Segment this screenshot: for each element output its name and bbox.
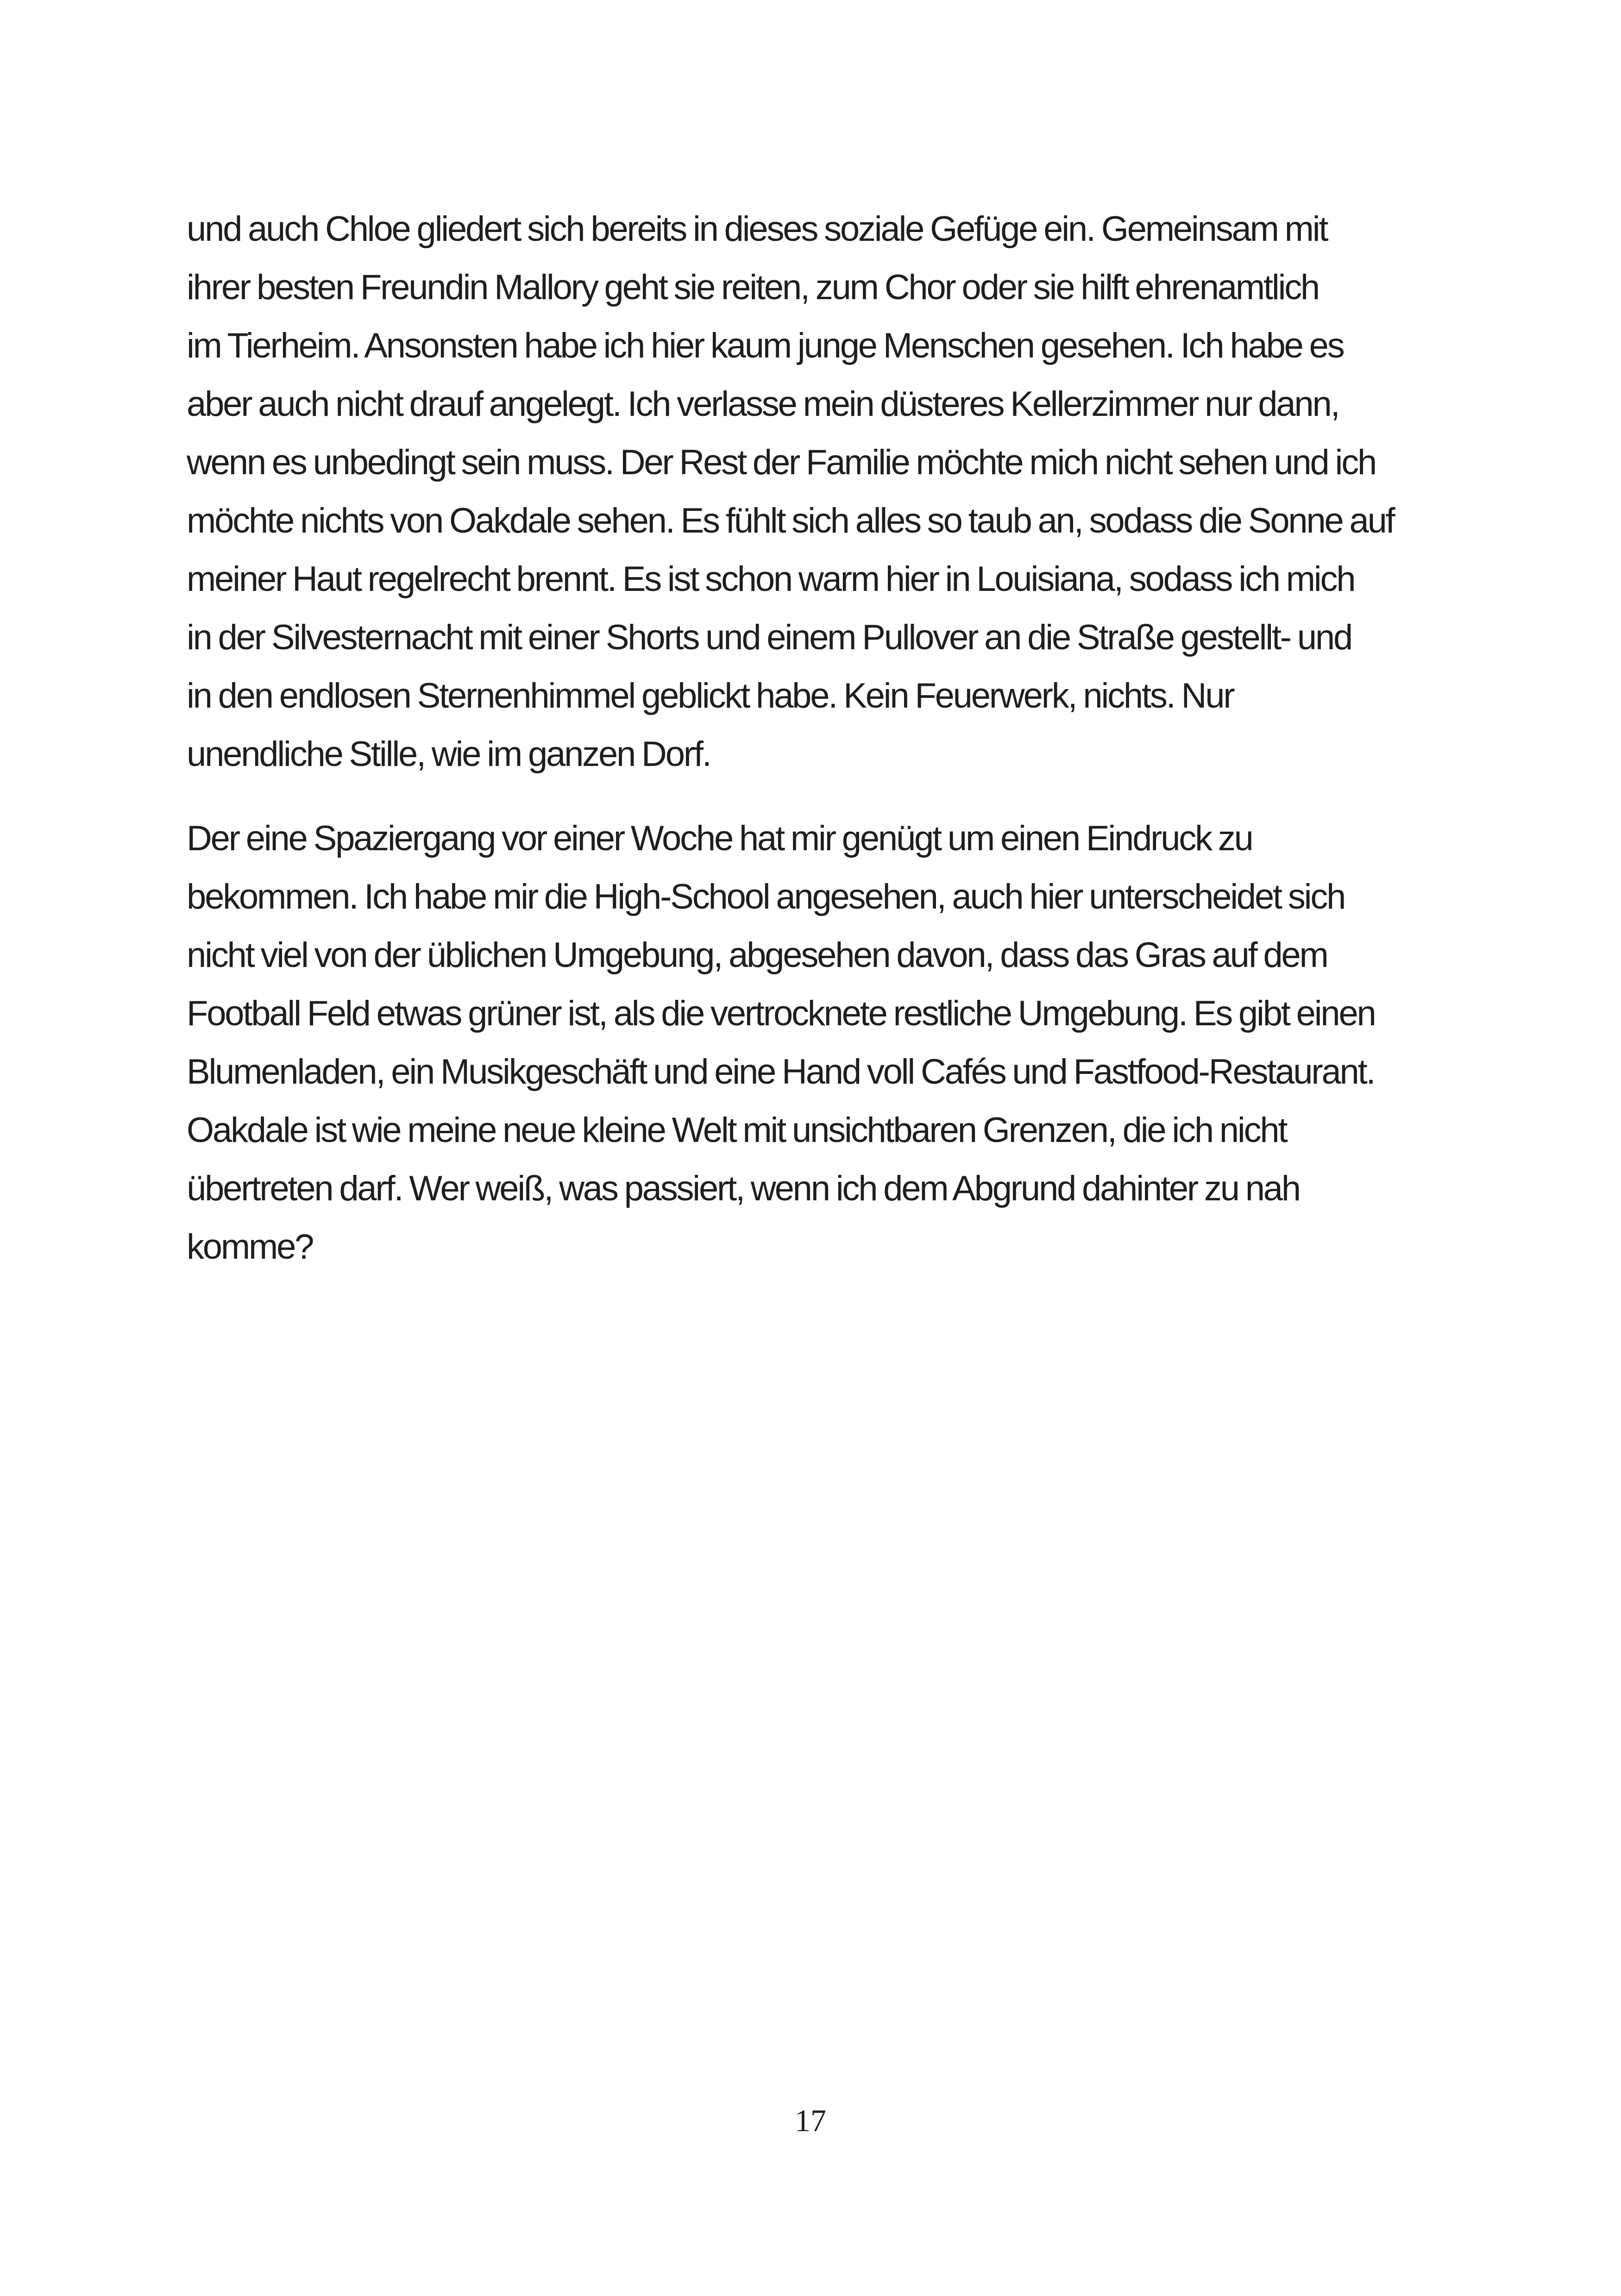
paragraph-1: [187, 200, 1456, 784]
text-line: und auch Chloe gliedert sich bereits in dieses soziale Gefüge ein. Gemeinsam mit: [187, 209, 1327, 249]
text-line: übertreten darf. Wer weiß, was passiert, wenn ich dem Abgrund dahinter zu nah: [187, 1169, 1300, 1208]
paragraph-spacer: [187, 784, 1456, 809]
text-line: ihrer besten Freundin Mallory geht sie reiten, zum Chor oder sie hilft ehrenamtlich: [187, 268, 1319, 307]
text-line: meiner Haut regelrecht brennt. Es ist schon warm hier in Louisiana, sodass ich mich: [187, 559, 1355, 599]
text-line: komme?: [187, 1227, 313, 1267]
paragraph-2: [187, 809, 1456, 1276]
text-line: möchte nichts von Oakdale sehen. Es fühlt sich alles so taub an, sodass die Sonne auf: [187, 501, 1394, 540]
text-line: unendliche Stille, wie im ganzen Dorf.: [187, 734, 710, 774]
text-line: in der Silvesternacht mit einer Shorts und einem Pullover an die Straße gestellt- und: [187, 618, 1352, 657]
text-line: nicht viel von der üblichen Umgebung, abgesehen davon, dass das Gras auf dem: [187, 935, 1327, 975]
text-line: Blumenladen, ein Musikgeschäft und eine Hand voll Cafés und Fastfood-Restaurant.: [187, 1052, 1375, 1092]
text-line: Football Feld etwas grüner ist, als die vertrocknete restliche Umgebung. Es gibt einen: [187, 994, 1375, 1033]
page-number: 17: [795, 2103, 826, 2138]
text-line: wenn es unbedingt sein muss. Der Rest der Familie möchte mich nicht sehen und ich: [187, 443, 1376, 482]
text-line: aber auch nicht drauf angelegt. Ich verlasse mein düsteres Kellerzimmer nur dann,: [187, 384, 1339, 424]
text-line: in den endlosen Sternenhimmel geblickt habe. Kein Feuerwerk, nichts. Nur: [187, 676, 1234, 715]
text-line: im Tierheim. Ansonsten habe ich hier kaum junge Menschen gesehen. Ich habe es: [187, 326, 1344, 365]
text-line: bekommen. Ich habe mir die High-School angesehen, auch hier unterscheidet sich: [187, 877, 1345, 916]
text-line: Der eine Spaziergang vor einer Woche hat mir genügt um einen Eindruck zu: [187, 819, 1252, 858]
body-text: [187, 200, 1456, 1276]
text-line: Oakdale ist wie meine neue kleine Welt mit unsichtbaren Grenzen, die ich nicht: [187, 1110, 1287, 1150]
